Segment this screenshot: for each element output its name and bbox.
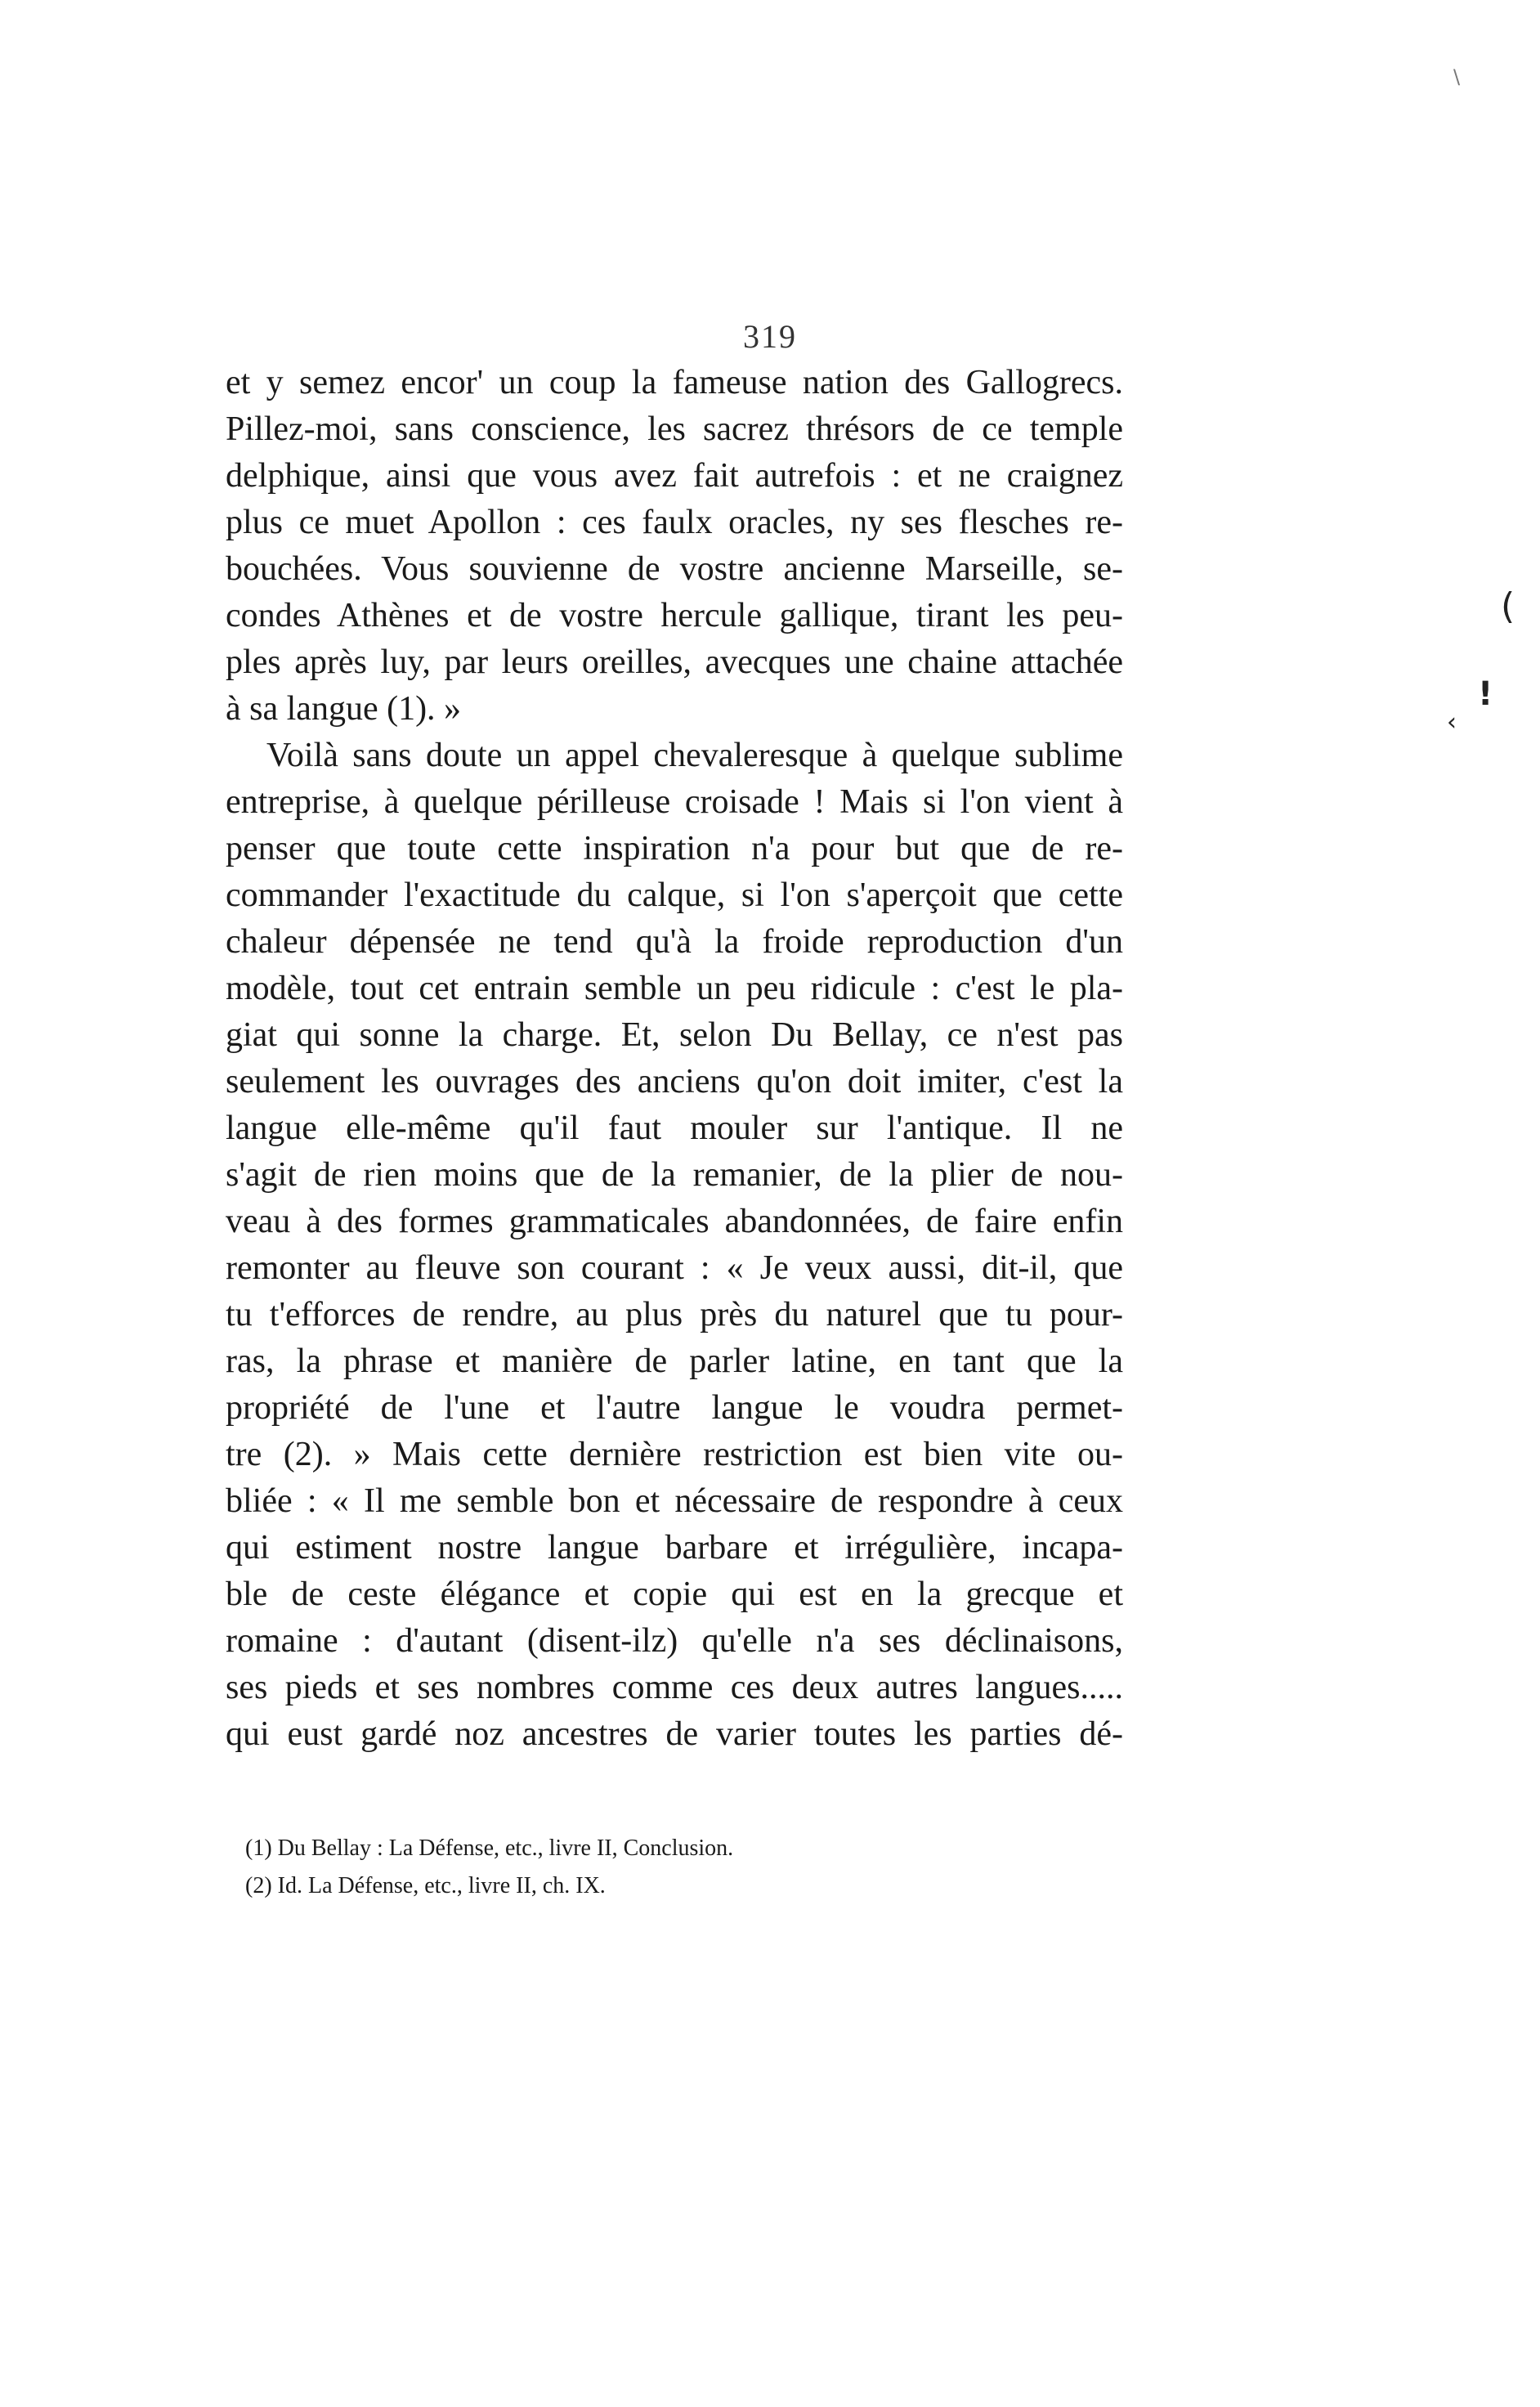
text-line: plus ce muet Apollon : ces faulx oracles, ny ses flesches re- (226, 504, 1123, 541)
text-line: à sa langue (1). » (226, 690, 462, 728)
text-line: propriété de l'une et l'autre langue le voudra permet- (226, 1389, 1123, 1427)
text-line: ses pieds et ses nombres comme ces deux autres langues..... (226, 1669, 1123, 1706)
text-line: tre (2). » Mais cette dernière restriction est bien vite ou- (226, 1436, 1123, 1473)
text-line: ples après luy, par leurs oreilles, avecques une chaine attachée (226, 643, 1123, 681)
margin-mark: ! (1478, 675, 1493, 713)
text-line: seulement les ouvrages des anciens qu'on doit imiter, c'est la (226, 1063, 1123, 1100)
text-line: giat qui sonne la charge. Et, selon Du Bellay, ce n'est pas (226, 1016, 1123, 1054)
text-line: condes Athènes et de vostre hercule gallique, tirant les peu- (226, 597, 1123, 634)
text-line: qui eust gardé noz ancestres de varier toutes les parties dé- (226, 1715, 1123, 1753)
text-line: ras, la phrase et manière de parler latine, en tant que la (226, 1342, 1123, 1380)
text-line: qui estiment nostre langue barbare et irrégulière, incapa- (226, 1529, 1123, 1567)
text-line: langue elle-même qu'il faut mouler sur l'antique. Il ne (226, 1109, 1123, 1147)
text-line: penser que toute cette inspiration n'a pour but que de re- (226, 830, 1123, 867)
text-line: delphique, ainsi que vous avez fait autrefois : et ne craignez (226, 457, 1123, 495)
margin-mark: ( (1501, 585, 1515, 627)
margin-mark: ‹ (1447, 708, 1457, 737)
text-line: et y semez encor' un coup la fameuse nation des Gallogrecs. (226, 364, 1123, 401)
text-line: chaleur dépensée ne tend qu'à la froide reproduction d'un (226, 923, 1123, 961)
page-number: 319 (743, 318, 797, 355)
text-line: Pillez-moi, sans conscience, les sacrez thrésors de ce temple (226, 410, 1123, 448)
text-line: veau à des formes grammaticales abandonnées, de faire enfin (226, 1203, 1123, 1240)
text-line: ble de ceste élégance et copie qui est en la grecque et (226, 1576, 1123, 1613)
text-line: remonter au fleuve son courant : « Je veux aussi, dit-il, que (226, 1249, 1123, 1287)
text-line: tu t'efforces de rendre, au plus près du naturel que tu pour- (226, 1296, 1123, 1333)
footnotes (245, 1830, 1063, 1905)
text-line: romaine : d'autant (disent-ilz) qu'elle n'a ses déclinaisons, (226, 1622, 1123, 1660)
text-line: entreprise, à quelque périlleuse croisade ! Mais si l'on vient à (226, 783, 1123, 821)
body-text (226, 360, 1123, 1758)
text-line: commander l'exactitude du calque, si l'on s'aperçoit que cette (226, 876, 1123, 914)
text-line: bliée : « Il me semble bon et nécessaire de respondre à ceux (226, 1482, 1123, 1520)
text-line: bouchées. Vous souvienne de vostre ancienne Marseille, se- (226, 550, 1123, 588)
text-line: modèle, tout cet entrain semble un peu ridicule : c'est le pla- (226, 970, 1123, 1007)
footnote: (1) Du Bellay : La Défense, etc., livre II, Conclusion. (245, 1836, 734, 1861)
text-line: s'agit de rien moins que de la remanier, de la plier de nou- (226, 1156, 1123, 1194)
margin-mark: \ (1453, 65, 1461, 88)
footnote: (2) Id. La Défense, etc., livre II, ch. IX. (245, 1873, 606, 1898)
text-line: Voilà sans doute un appel chevaleresque à quelque sublime (266, 737, 1123, 774)
